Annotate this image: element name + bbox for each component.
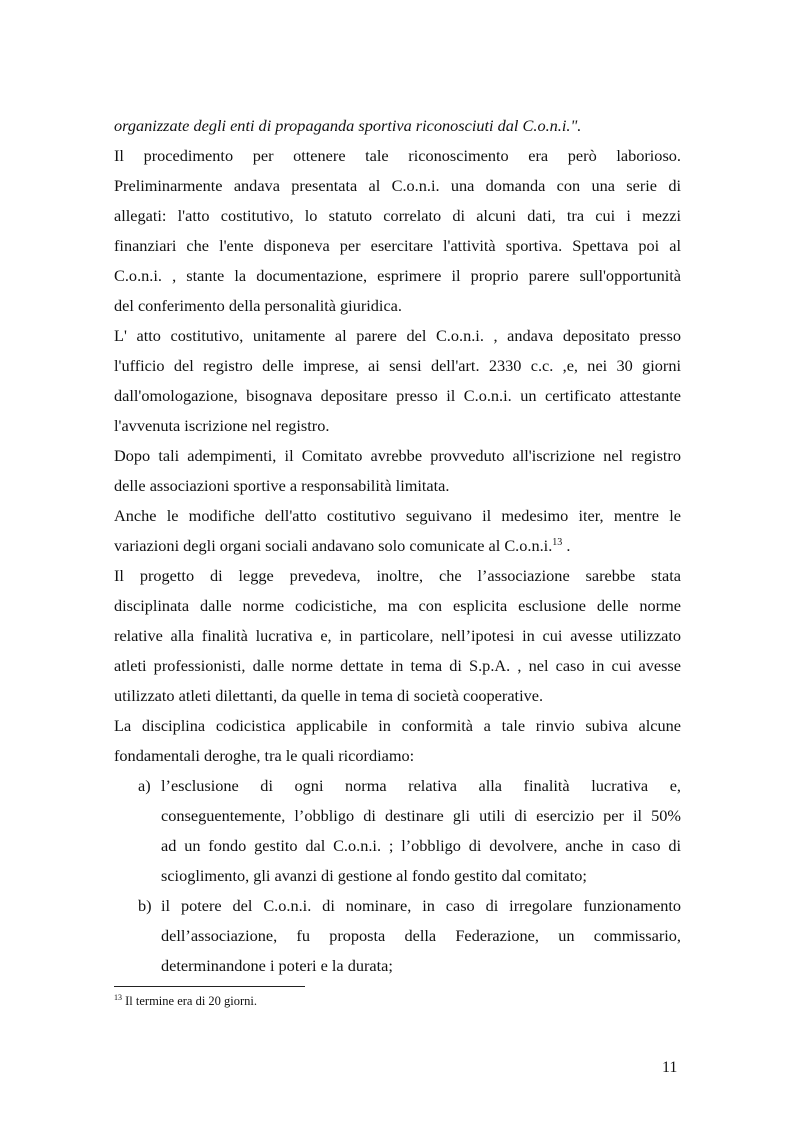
text-line: allegati: l'atto costitutivo, lo statuto correlato di alcuni dati, tra cui i mezzi [114,206,681,225]
list-marker: a) [138,776,151,795]
paragraph-4 [114,501,681,561]
text-fragment: . [562,536,571,555]
text-line: dell’associazione, fu proposta della Federazione, un commissario, [161,926,681,945]
list-item-a [114,771,681,891]
italic-quote-line: organizzate degli enti di propaganda sportiva riconosciuti dal C.o.n.i.". [114,116,582,135]
list-marker: b) [138,896,152,915]
paragraph-2 [114,321,681,441]
text-line: Anche le modifiche dell'atto costitutivo seguivano il medesimo iter, mentre le [114,506,681,525]
text-fragment: variazioni degli organi sociali andavano solo comunicate al C.o.n.i. [114,536,553,555]
text-line: Preliminarmente andava presentata al C.o.n.i. una domanda con una serie di [114,176,681,195]
text-line: ad un fondo gestito dal C.o.n.i. ; l’obbligo di devolvere, anche in caso di [161,836,681,855]
footnote-divider [114,986,305,987]
text-line: C.o.n.i. , stante la documentazione, esprimere il proprio parere sull'opportunità [114,266,681,285]
text-line: L' atto costitutivo, unitamente al parere del C.o.n.i. , andava depositato presso [114,326,681,345]
text-line: Dopo tali adempimenti, il Comitato avrebbe provveduto all'iscrizione nel registro [114,446,681,465]
text-line: determinandone i poteri e la durata; [161,956,393,975]
text-line: Il progetto di legge prevedeva, inoltre, che l’associazione sarebbe stata [114,566,681,585]
list-item-b [114,891,681,981]
text-line: La disciplina codicistica applicabile in conformità a tale rinvio subiva alcune [114,716,681,735]
text-line: del conferimento della personalità giuridica. [114,296,402,315]
paragraph-1 [114,141,681,321]
text-line: conseguentemente, l’obbligo di destinare gli utili di esercizio per il 50% [161,806,681,825]
text-line: l'ufficio del registro delle imprese, ai sensi dell'art. 2330 c.c. ,e, nei 30 giorni [114,356,681,375]
footnote-reference[interactable]: 13 [552,537,563,548]
paragraph-5 [114,561,681,711]
footnote-text: Il termine era di 20 giorni. [122,994,258,1008]
text-line: fondamentali deroghe, tra le quali ricordiamo: [114,746,415,765]
page-number: 11 [662,1059,678,1076]
text-line: utilizzato atleti dilettanti, da quelle in tema di società cooperative. [114,686,544,705]
text-line: l'avvenuta iscrizione nel registro. [114,416,330,435]
paragraph-3 [114,441,681,501]
text-line: Il procedimento per ottenere tale riconoscimento era però laborioso. [114,146,681,165]
text-line: il potere del C.o.n.i. di nominare, in caso di irregolare funzionamento [161,896,681,915]
text-line-with-footnote [114,531,681,561]
text-line: atleti professionisti, dalle norme dettate in tema di S.p.A. , nel caso in cui avesse [114,656,681,675]
text-line: relative alla finalità lucrativa e, in particolare, nell’ipotesi in cui avesse utilizzato [114,626,681,645]
text-line: disciplinata dalle norme codicistiche, ma con esplicita esclusione delle norme [114,596,681,615]
paragraph-6 [114,711,681,771]
footnote [114,993,257,1009]
text-line: delle associazioni sportive a responsabilità limitata. [114,476,450,495]
text-line: l’esclusione di ogni norma relativa alla finalità lucrativa e, [161,776,681,795]
text-line: scioglimento, gli avanzi di gestione al fondo gestito dal comitato; [161,866,587,885]
page-body [114,111,681,981]
text-line: finanziari che l'ente disponeva per esercitare l'attività sportiva. Spettava poi al [114,236,681,255]
text-line: dall'omologazione, bisognava depositare presso il C.o.n.i. un certificato attestante [114,386,681,405]
footnote-number: 13 [114,993,122,1002]
